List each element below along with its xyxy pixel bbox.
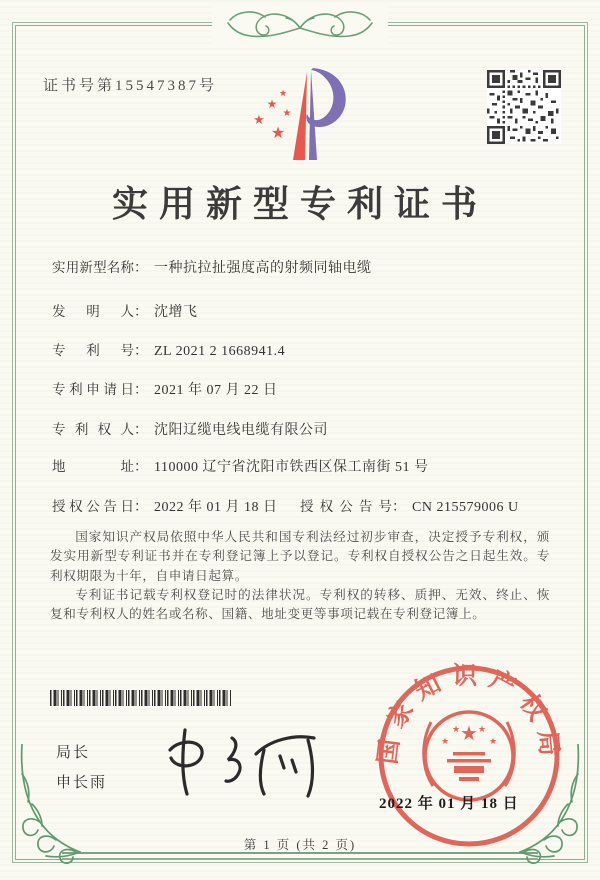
official-seal [373, 660, 565, 852]
field-colon: ： [134, 261, 148, 276]
field-colon: ： [134, 305, 148, 320]
certificate-number: 证书号第15547387号 [43, 78, 218, 94]
field-colon: ： [134, 460, 148, 475]
certificate-title: 实用新型专利证书 [111, 184, 488, 224]
svg-text:★: ★ [440, 736, 450, 746]
field-colon: ： [134, 500, 148, 515]
field-label: 实用新型名称 [52, 260, 134, 275]
issue-date: 2022 年 01 月 18 日 [379, 796, 519, 812]
field-label: 专利权人 [52, 422, 134, 437]
field-value: ZL 2021 2 1668941.4 [154, 344, 286, 359]
svg-text:★: ★ [460, 723, 478, 745]
field-label: 授权公告号 [300, 499, 392, 514]
field-label: 发明人 [52, 304, 134, 319]
national-emblem-icon [424, 712, 515, 800]
field-label: 专利申请日 [52, 382, 134, 397]
body-paragraph-1: 国家知识产权局依照中华人民共和国专利法经过初步审查，决定授予专利权，颁发实用新型专利证书并在专利登记簿上予以登记。专利权自授权公告之日起生效。专利权期限为十年，自申请日起算。 [50, 530, 550, 583]
page-footer: 第 1 页 (共 2 页) [243, 838, 357, 852]
bottom-rule [62, 852, 538, 859]
field-value: 110000 辽宁省沈阳市铁西区保工南街 51 号 [154, 460, 429, 475]
svg-text:★: ★ [278, 88, 288, 98]
field-colon: ： [134, 344, 148, 359]
field-value: CN 215579006 U [412, 500, 519, 515]
field-value: 沈增飞 [154, 305, 198, 320]
field-label: 授权公告日 [52, 499, 134, 514]
signature-icon [158, 726, 330, 798]
svg-text:国家知识产权局 [374, 662, 565, 767]
svg-text:★: ★ [488, 736, 498, 746]
field-value: 2021 年 07 月 22 日 [154, 383, 278, 398]
field-value: 一种抗拉扯强度高的射频同轴电缆 [154, 261, 372, 276]
svg-text:★: ★ [270, 125, 286, 142]
field-colon: ： [134, 423, 148, 438]
field-value: 沈阳辽缆电线电缆有限公司 [154, 423, 328, 438]
svg-text:★: ★ [266, 97, 278, 111]
body-paragraph-2: 专利证书记载专利权登记时的法律状况。专利权的转移、质押、无效、终止、恢复和专利权人的姓名或名称、国籍、地址变更等事项记载在专利登记簿上。 [50, 587, 550, 622]
signer-name: 申长雨 [56, 774, 108, 791]
field-colon: ： [134, 383, 148, 398]
svg-text:★: ★ [282, 108, 292, 119]
official-seal-icon [373, 660, 565, 852]
seal-text: 国家知识产权局 [374, 662, 564, 767]
signature-script [158, 726, 330, 798]
top-flourish-ornament [212, 6, 388, 46]
svg-text:★: ★ [451, 724, 461, 734]
svg-text:★: ★ [477, 724, 487, 734]
flourish-icon [212, 6, 388, 46]
svg-text:★: ★ [253, 112, 265, 127]
field-colon: ： [392, 500, 406, 515]
field-label: 专利号 [52, 343, 134, 358]
field-label: 地址 [52, 459, 134, 474]
signer-title: 局长 [56, 744, 91, 761]
field-value: 2022 年 01 月 18 日 [154, 500, 278, 515]
